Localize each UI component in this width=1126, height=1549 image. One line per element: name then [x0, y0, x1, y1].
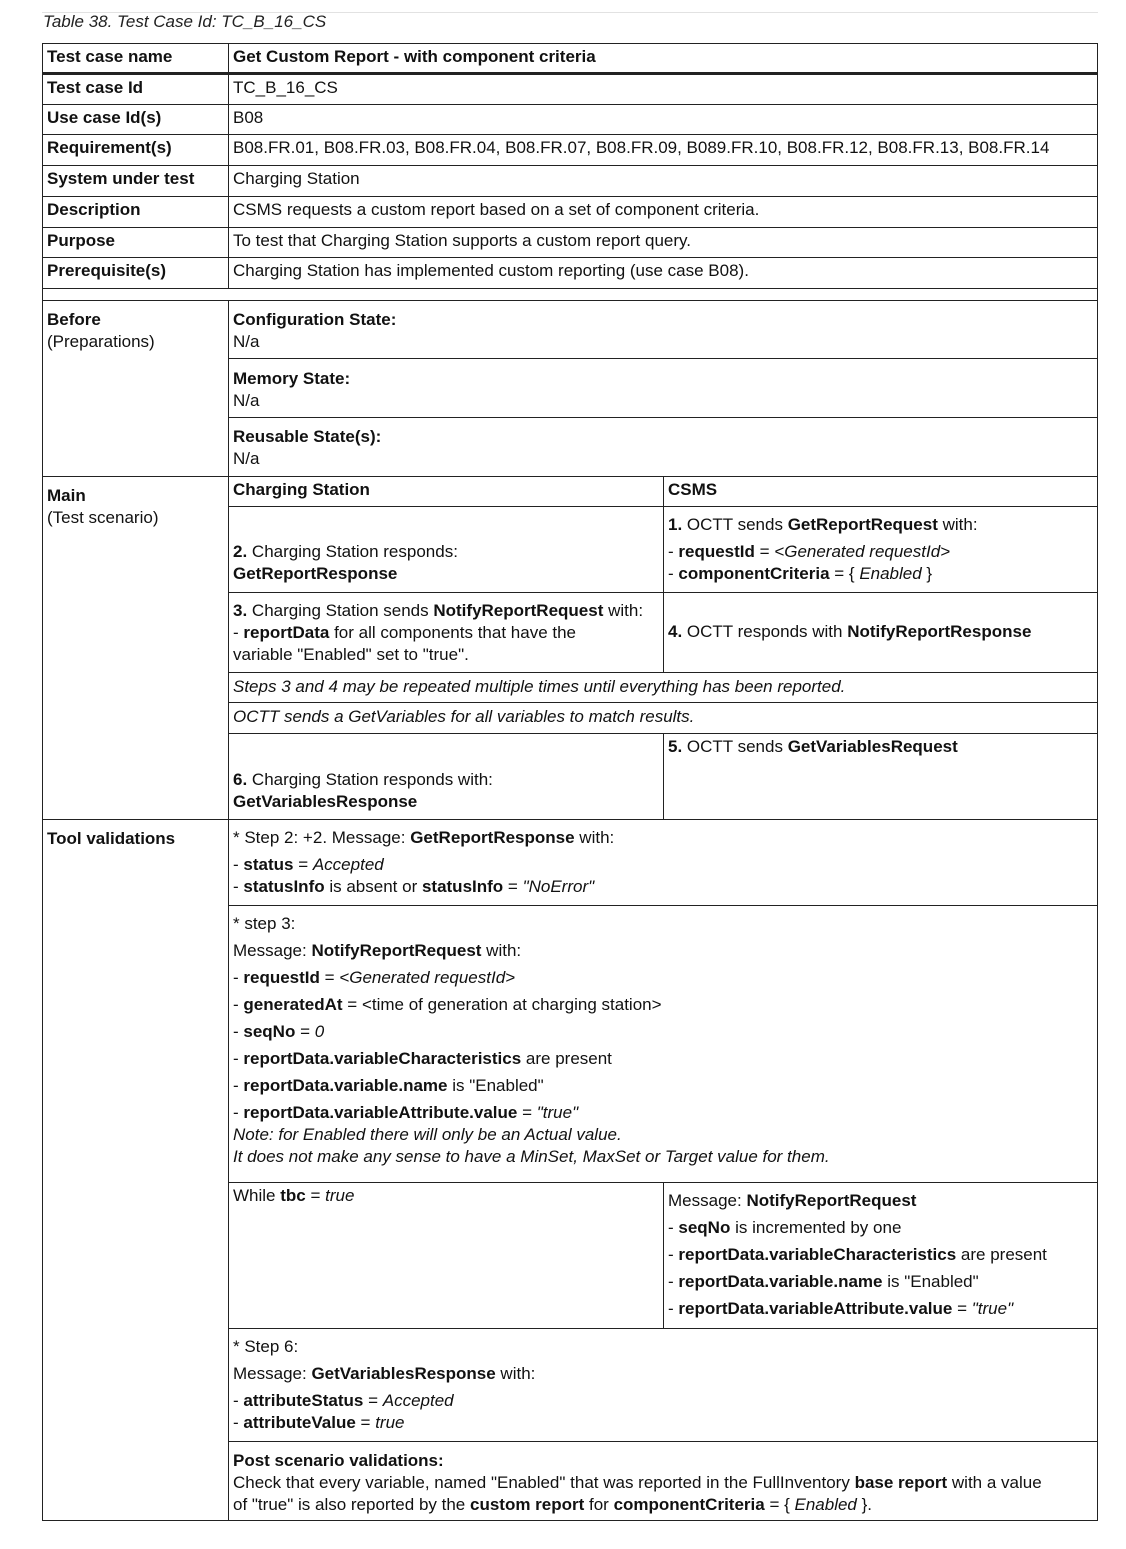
- message-prefix: Message:: [668, 1191, 747, 1210]
- equals: = {: [829, 564, 860, 583]
- post-scenario-title: Post scenario validations:: [233, 1451, 444, 1470]
- field-variableattribute-value-value: "true": [971, 1299, 1014, 1318]
- field-variable-name: reportData.variable.name: [678, 1272, 883, 1291]
- text: = {: [764, 1495, 795, 1514]
- field-status: status: [243, 855, 294, 874]
- validation-step-6-cell: * Step 6: Message: GetVariablesResponse with: - attributeStatus = Accepted - attributeValue = true: [228, 1328, 1098, 1442]
- step-3-text: Charging Station sends: [247, 601, 434, 620]
- equals: =: [754, 542, 775, 561]
- use-case-value: B08: [228, 104, 1098, 135]
- text: is "Enabled": [882, 1272, 979, 1291]
- step-3-cell: [228, 592, 664, 673]
- field-attributevalue-value: true: [375, 1413, 405, 1432]
- validation-step-3-title: * step 3:: [233, 914, 296, 933]
- field-generatedat: generatedAt: [243, 995, 343, 1014]
- componentcriteria-term: componentCriteria: [613, 1495, 765, 1514]
- field-variableattribute-value: reportData.variableAttribute.value: [243, 1103, 518, 1122]
- test-case-name-value: Get Custom Report - with component criteria: [228, 43, 1098, 75]
- step-5-message: GetVariablesRequest: [787, 737, 958, 756]
- equals: =: [355, 1413, 376, 1432]
- equals: =: [305, 1186, 326, 1205]
- validation-tail: with:: [481, 941, 522, 960]
- field-statusinfo: statusInfo: [243, 877, 325, 896]
- text: are present: [956, 1245, 1047, 1264]
- field-generatedat-value: <time of generation at charging station>: [361, 995, 662, 1014]
- system-under-test-value: Charging Station: [228, 165, 1098, 197]
- equals: =: [952, 1299, 972, 1318]
- step-3-detail-cont: variable "Enabled" set to "true".: [233, 645, 469, 664]
- field-variableattribute-value-value: "true": [536, 1103, 579, 1122]
- field-componentcriteria: componentCriteria: [678, 564, 830, 583]
- step-3-message: NotifyReportRequest: [433, 601, 604, 620]
- field-attributestatus: attributeStatus: [243, 1391, 364, 1410]
- step-1-number: 1.: [668, 515, 683, 534]
- step-3-number: 3.: [233, 601, 248, 620]
- field-requestid: requestId: [678, 542, 755, 561]
- field-componentcriteria-value: Enabled: [859, 564, 922, 583]
- field-tbc: tbc: [280, 1186, 306, 1205]
- text: Check that every variable, named "Enabled" that was reported in the FullInventory: [233, 1473, 855, 1492]
- text: is absent or: [324, 877, 422, 896]
- step-2-message: GetReportResponse: [233, 564, 398, 583]
- configuration-state-value: N/a: [233, 332, 260, 351]
- description-value: CSMS requests a custom report based on a set of component criteria.: [228, 196, 1098, 228]
- step-2-number: 2.: [233, 542, 248, 561]
- step-1-tail: with:: [937, 515, 978, 534]
- field-seqno: seqNo: [678, 1218, 731, 1237]
- memory-state-label: Memory State:: [233, 369, 351, 388]
- step-4-text: OCTT responds with: [682, 622, 848, 641]
- reusable-state-label: Reusable State(s):: [233, 427, 382, 446]
- equals: =: [342, 995, 362, 1014]
- step-2-cell: [228, 506, 664, 593]
- field-variablecharacteristics: reportData.variableCharacteristics: [678, 1245, 957, 1264]
- purpose-value: To test that Charging Station supports a custom report query.: [228, 227, 1098, 258]
- equals: =: [293, 855, 313, 874]
- main-label: Main: [47, 486, 86, 505]
- validation-step-2-prefix: * Step 2: +2. Message:: [233, 828, 411, 847]
- dash: -: [233, 623, 244, 642]
- note-minset-maxset: It does not make any sense to have a MinSet, MaxSet or Target value for them.: [233, 1147, 830, 1166]
- equals: =: [319, 968, 340, 987]
- text: are present: [521, 1049, 612, 1068]
- main-sublabel: (Test scenario): [47, 508, 159, 527]
- equals: =: [503, 877, 523, 896]
- loop-prefix: While: [233, 1186, 281, 1205]
- memory-state-cell: [228, 358, 1098, 418]
- text: is incremented by one: [730, 1218, 902, 1237]
- brace-close: }: [921, 564, 933, 583]
- field-tbc-value: true: [325, 1186, 355, 1205]
- column-header-csms: CSMS: [663, 476, 1098, 507]
- field-requestid-value: <Generated requestId>: [339, 968, 516, 987]
- step-4-message: NotifyReportResponse: [847, 622, 1032, 641]
- prerequisites-label: Prerequisite(s): [42, 257, 229, 289]
- loop-message: NotifyReportRequest: [746, 1191, 917, 1210]
- step-1-text: OCTT sends: [682, 515, 788, 534]
- step-1-cell: [663, 506, 1098, 593]
- step-2-text: Charging Station responds:: [247, 542, 458, 561]
- text: is "Enabled": [447, 1076, 544, 1095]
- equals: =: [295, 1022, 315, 1041]
- validation-step-6-title: * Step 6:: [233, 1337, 299, 1356]
- note-getvariables: OCTT sends a GetVariables for all variables to match results.: [228, 702, 1098, 734]
- test-case-id-label: Test case Id: [42, 74, 229, 105]
- step-3-tail: with:: [603, 601, 644, 620]
- field-requestid: requestId: [243, 968, 320, 987]
- system-under-test-label: System under test: [42, 165, 229, 197]
- memory-state-value: N/a: [233, 391, 260, 410]
- reusable-state-cell: [228, 417, 1098, 477]
- enabled-value: Enabled: [794, 1495, 857, 1514]
- validation-step-6-message: GetVariablesResponse: [311, 1364, 496, 1383]
- prerequisites-value: Charging Station has implemented custom reporting (use case B08).: [228, 257, 1098, 289]
- table-caption: Table 38. Test Case Id: TC_B_16_CS: [43, 12, 327, 31]
- text: for: [584, 1495, 614, 1514]
- base-report-term: base report: [854, 1473, 948, 1492]
- field-variablecharacteristics: reportData.variableCharacteristics: [243, 1049, 522, 1068]
- step-3-detail: for all components that have the: [329, 623, 577, 642]
- field-status-value: Accepted: [312, 855, 384, 874]
- field-requestid-value: <Generated requestId>: [774, 542, 951, 561]
- note-repeat: Steps 3 and 4 may be repeated multiple times until everything has been reported.: [228, 672, 1098, 703]
- configuration-state-cell: [228, 300, 1098, 359]
- purpose-label: Purpose: [42, 227, 229, 258]
- equals: =: [517, 1103, 537, 1122]
- step-4-cell: [663, 592, 1098, 673]
- custom-report-term: custom report: [469, 1495, 585, 1514]
- field-seqno-value: 0: [314, 1022, 325, 1041]
- dash: -: [668, 542, 679, 561]
- before-sublabel: (Preparations): [47, 332, 155, 351]
- validation-step-2-cell: * Step 2: +2. Message: GetReportResponse with: - status = Accepted - statusInfo is absent or statusInfo = "NoError": [228, 819, 1098, 906]
- before-label-cell: [42, 300, 229, 477]
- field-statusinfo-value: "NoError": [522, 877, 595, 896]
- text: }.: [856, 1495, 873, 1514]
- step-6-message: GetVariablesResponse: [233, 792, 418, 811]
- step-6-number: 6.: [233, 770, 248, 789]
- before-label: Before: [47, 310, 101, 329]
- validation-step-3-message: NotifyReportRequest: [311, 941, 482, 960]
- loop-condition-cell: [228, 1182, 664, 1329]
- step-6-text: Charging Station responds with:: [247, 770, 493, 789]
- requirements-value: B08.FR.01, B08.FR.03, B08.FR.04, B08.FR.07, B08.FR.09, B089.FR.10, B08.FR.12, B08.FR.13, B08.FR.14: [228, 134, 1098, 166]
- text: with a value: [947, 1473, 1042, 1492]
- note-actual-value: Note: for Enabled there will only be an Actual value.: [233, 1125, 622, 1144]
- text: of "true" is also reported by the: [233, 1495, 470, 1514]
- field-reportdata: reportData: [243, 623, 330, 642]
- main-label-cell: [42, 476, 229, 820]
- step-4-number: 4.: [668, 622, 683, 641]
- validation-tail: with:: [574, 828, 615, 847]
- field-seqno: seqNo: [243, 1022, 296, 1041]
- step-1-message: GetReportRequest: [787, 515, 938, 534]
- tool-validations-label: Tool validations: [42, 819, 229, 1521]
- step-5-text: OCTT sends: [682, 737, 788, 756]
- use-case-label: Use case Id(s): [42, 104, 229, 135]
- requirements-label: Requirement(s): [42, 134, 229, 166]
- validation-tail: with:: [495, 1364, 536, 1383]
- field-variable-name: reportData.variable.name: [243, 1076, 448, 1095]
- description-label: Description: [42, 196, 229, 228]
- loop-message-cell: Message: NotifyReportRequest - seqNo is incremented by one - reportData.variableCharacteristics are present - reportData.variable.name is "Enabled" - reportData.variableAttribute.value = "true": [663, 1182, 1098, 1329]
- reusable-state-value: N/a: [233, 449, 260, 468]
- field-statusinfo: statusInfo: [421, 877, 504, 896]
- step-5-number: 5.: [668, 737, 683, 756]
- test-case-id-value: TC_B_16_CS: [228, 74, 1098, 105]
- step-5-cell: [663, 733, 1098, 820]
- validation-step-2-message: GetReportResponse: [410, 828, 575, 847]
- dash: -: [668, 564, 679, 583]
- test-case-name-label: Test case name: [42, 43, 229, 75]
- equals: =: [363, 1391, 383, 1410]
- field-attributevalue: attributeValue: [243, 1413, 356, 1432]
- step-6-cell: [228, 733, 664, 820]
- field-variableattribute-value: reportData.variableAttribute.value: [678, 1299, 953, 1318]
- configuration-state-label: Configuration State:: [233, 310, 397, 329]
- validation-step-3-cell: * step 3: Message: NotifyReportRequest with: - requestId = <Generated requestId> - generatedAt = <time of generation at charging station> - seqNo = 0 - reportData.variableCharacteristics are present - reportData.variable.name is "Enabled" - reportData.variableAttribute.value = "true" Note: for Enabled there will only be an Actual value. It does not make any sense to have a MinSet, MaxSet or Target value for them.: [228, 905, 1098, 1183]
- post-scenario-cell: [228, 1441, 1098, 1521]
- message-prefix: Message:: [233, 1364, 312, 1383]
- field-attributestatus-value: Accepted: [382, 1391, 454, 1410]
- message-prefix: Message:: [233, 941, 312, 960]
- column-header-charging-station: Charging Station: [228, 476, 664, 507]
